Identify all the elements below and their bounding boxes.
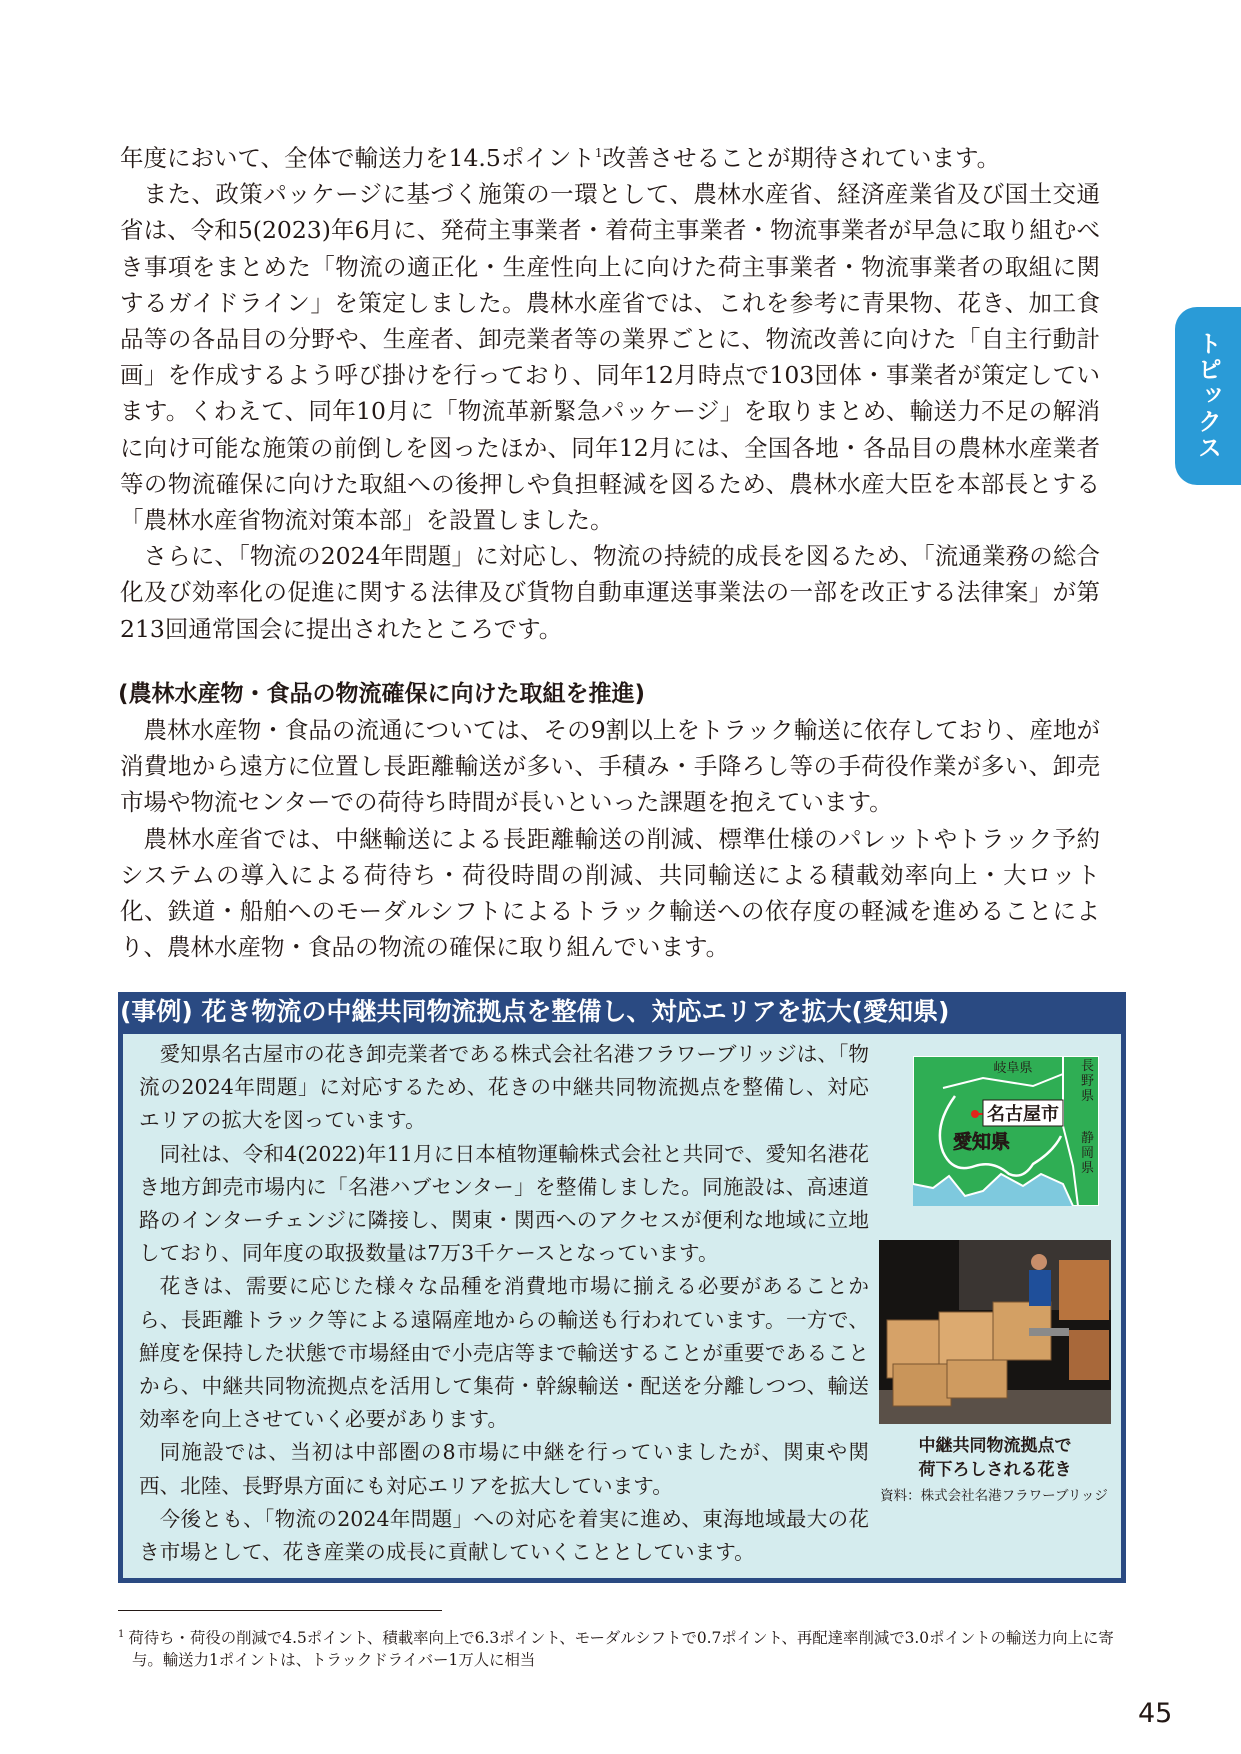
case-study-text bbox=[139, 1038, 869, 1569]
intro-paragraph-1: 年度において、全体で輸送力を14.5ポイント$^1$改善させることが期待されています。 bbox=[120, 144, 1001, 172]
unloading-photo bbox=[879, 1240, 1111, 1424]
shizuoka-label: 静岡県 bbox=[1081, 1131, 1095, 1176]
case-study-box bbox=[118, 992, 1126, 1583]
cardboard-box bbox=[947, 1360, 1007, 1398]
conveyor bbox=[1029, 1328, 1069, 1336]
intro-paragraph-2: また、政策パッケージに基づく施策の一環として、農林水産省、経済産業省及び国土交通省は、令和5(2023)年6月に、発荷主事業者・着荷主事業者・物流事業者が早急に取り組むべき事項をまとめた「物流の適正化・生産性向上に向けた荷主事業者・物流事業者の取組に関するガイドライン」を策定しました。農林水産省では、これを参考に青果物、花き、加工食品等の各品目の分野や、生産者、卸売業者等の業界ごとに、物流改善に向けた「自主行動計画」を作成するよう呼び掛けを行っており、同年12月時点で103団体・事業者が策定しています。くわえて、同年10月に「物流革新緊急パッケージ」を取りまとめ、輸送力不足の解消に向け可能な施策の前倒しを図ったほか、同年12月には、全国各地・各品目の農林水産業者等の物流確保に向けた取組への後押しや負担軽減を図るため、農林水産大臣を本部長とする「農林水産省物流対策本部」を設置しました。 bbox=[120, 180, 1100, 535]
aichi-map bbox=[913, 1056, 1099, 1206]
intro-paragraph-3: さらに、「物流の2024年問題」に対応し、物流の持続的成長を図るため、「流通業務の総合化及び効率化の促進に関する法律及び貨物自動車運送事業法の一部を改正する法律案」が第213回通常国会に提出されたところです。 bbox=[120, 542, 1100, 643]
intro-text bbox=[120, 140, 1100, 647]
section-heading: (農林水産物・食品の物流確保に向けた取組を推進) bbox=[118, 681, 646, 707]
photo-source: 資料：株式会社名港フラワーブリッジ bbox=[880, 1488, 1108, 1504]
worker-head bbox=[1031, 1254, 1047, 1270]
case-paragraph: 同社は、令和4(2022)年11月に日本植物運輸株式会社と共同で、愛知名港花き地方卸売市場内に「名港ハブセンター」を整備しました。同施設は、高速道路のインターチェンジに隣接し、関東・関西へのアクセスが便利な地域に立地しており、同年度の取扱数量は7万3千ケースとなっています。 bbox=[139, 1141, 869, 1266]
case-paragraph: 花きは、需要に応じた様々な品種を消費地市場に揃える必要があることから、長距離トラック等による遠隔産地からの輸送も行われています。一方で、鮮度を保持した状態で市場経由で小売店等まで輸送することが重要であることから、中継共同物流拠点を活用して集荷・幹線輸送・配送を分離しつつ、輸送効率を向上させていく必要があります。 bbox=[139, 1274, 869, 1432]
case-paragraph: 今後とも、「物流の2024年問題」への対応を着実に進め、東海地域最大の花き市場として、花き産業の成長に貢献していくこととしています。 bbox=[139, 1506, 869, 1565]
photo-caption: 中継共同物流拠点で 荷下ろしされる花き bbox=[918, 1436, 1072, 1480]
footnote-text: 荷待ち・荷役の削減で4.5ポイント、積載率向上で6.3ポイント、モーダルシフトで0.7ポイント、再配達率削減で3.0ポイントの輸送力向上に寄与。輸送力1ポイントは、トラックドライバー1万人に相当 bbox=[128, 1629, 1114, 1670]
footnote-number: 1 bbox=[118, 1629, 125, 1640]
cardboard-stack bbox=[1059, 1260, 1109, 1320]
section-paragraph-2: 農林水産省では、中継輸送による長距離輸送の削減、標準仕様のパレットやトラック予約システムの導入による荷待ち・荷役時間の削減、共同輸送による積載効率向上・大ロット化、鉄道・船舶へのモーダルシフトによるトラック輸送への依存度の軽減を進めることにより、農林水産物・食品の物流の確保に取り組んでいます。 bbox=[120, 824, 1100, 962]
gifu-label: 岐阜県 bbox=[993, 1061, 1033, 1076]
nagoya-label: 名古屋市 bbox=[987, 1104, 1059, 1125]
section-paragraph-1: 農林水産物・食品の流通については、その9割以上をトラック輸送に依存しており、産地が消費地から遠方に位置し長距離輸送が多い、手積み・手降ろし等の手荷役作業が多い、卸売市場や物流センターでの荷待ち時間が長いといった課題を抱えています。 bbox=[120, 716, 1100, 817]
footnote bbox=[118, 1624, 1122, 1671]
case-paragraph: 愛知県名古屋市の花き卸売業者である株式会社名港フラワーブリッジは、「物流の2024年問題」に対応するため、花きの中継共同物流拠点を整備し、対応エリアの拡大を図っています。 bbox=[139, 1042, 869, 1133]
cardboard-box bbox=[893, 1364, 951, 1406]
section-text bbox=[120, 712, 1100, 965]
cardboard-stack bbox=[1069, 1330, 1109, 1380]
side-tab-label: トピックス bbox=[1193, 331, 1222, 461]
footnote-divider bbox=[118, 1610, 442, 1611]
case-study-title: (事例) 花き物流の中継共同物流拠点を整備し、対応エリアを拡大(愛知県) bbox=[120, 997, 950, 1026]
worker-body bbox=[1029, 1270, 1051, 1306]
case-paragraph: 同施設では、当初は中部圏の8市場に中継を行っていましたが、関東や関西、北陸、長野県方面にも対応エリアを拡大しています。 bbox=[139, 1440, 869, 1498]
page-number: 45 bbox=[1138, 1698, 1173, 1729]
side-tab-topics[interactable] bbox=[1175, 307, 1241, 485]
case-study-body bbox=[123, 1034, 1121, 1578]
aichi-label: 愛知県 bbox=[953, 1131, 1011, 1153]
nagano-label: 長野県 bbox=[1081, 1059, 1095, 1104]
footnote-reference[interactable]: 1 bbox=[594, 146, 603, 161]
